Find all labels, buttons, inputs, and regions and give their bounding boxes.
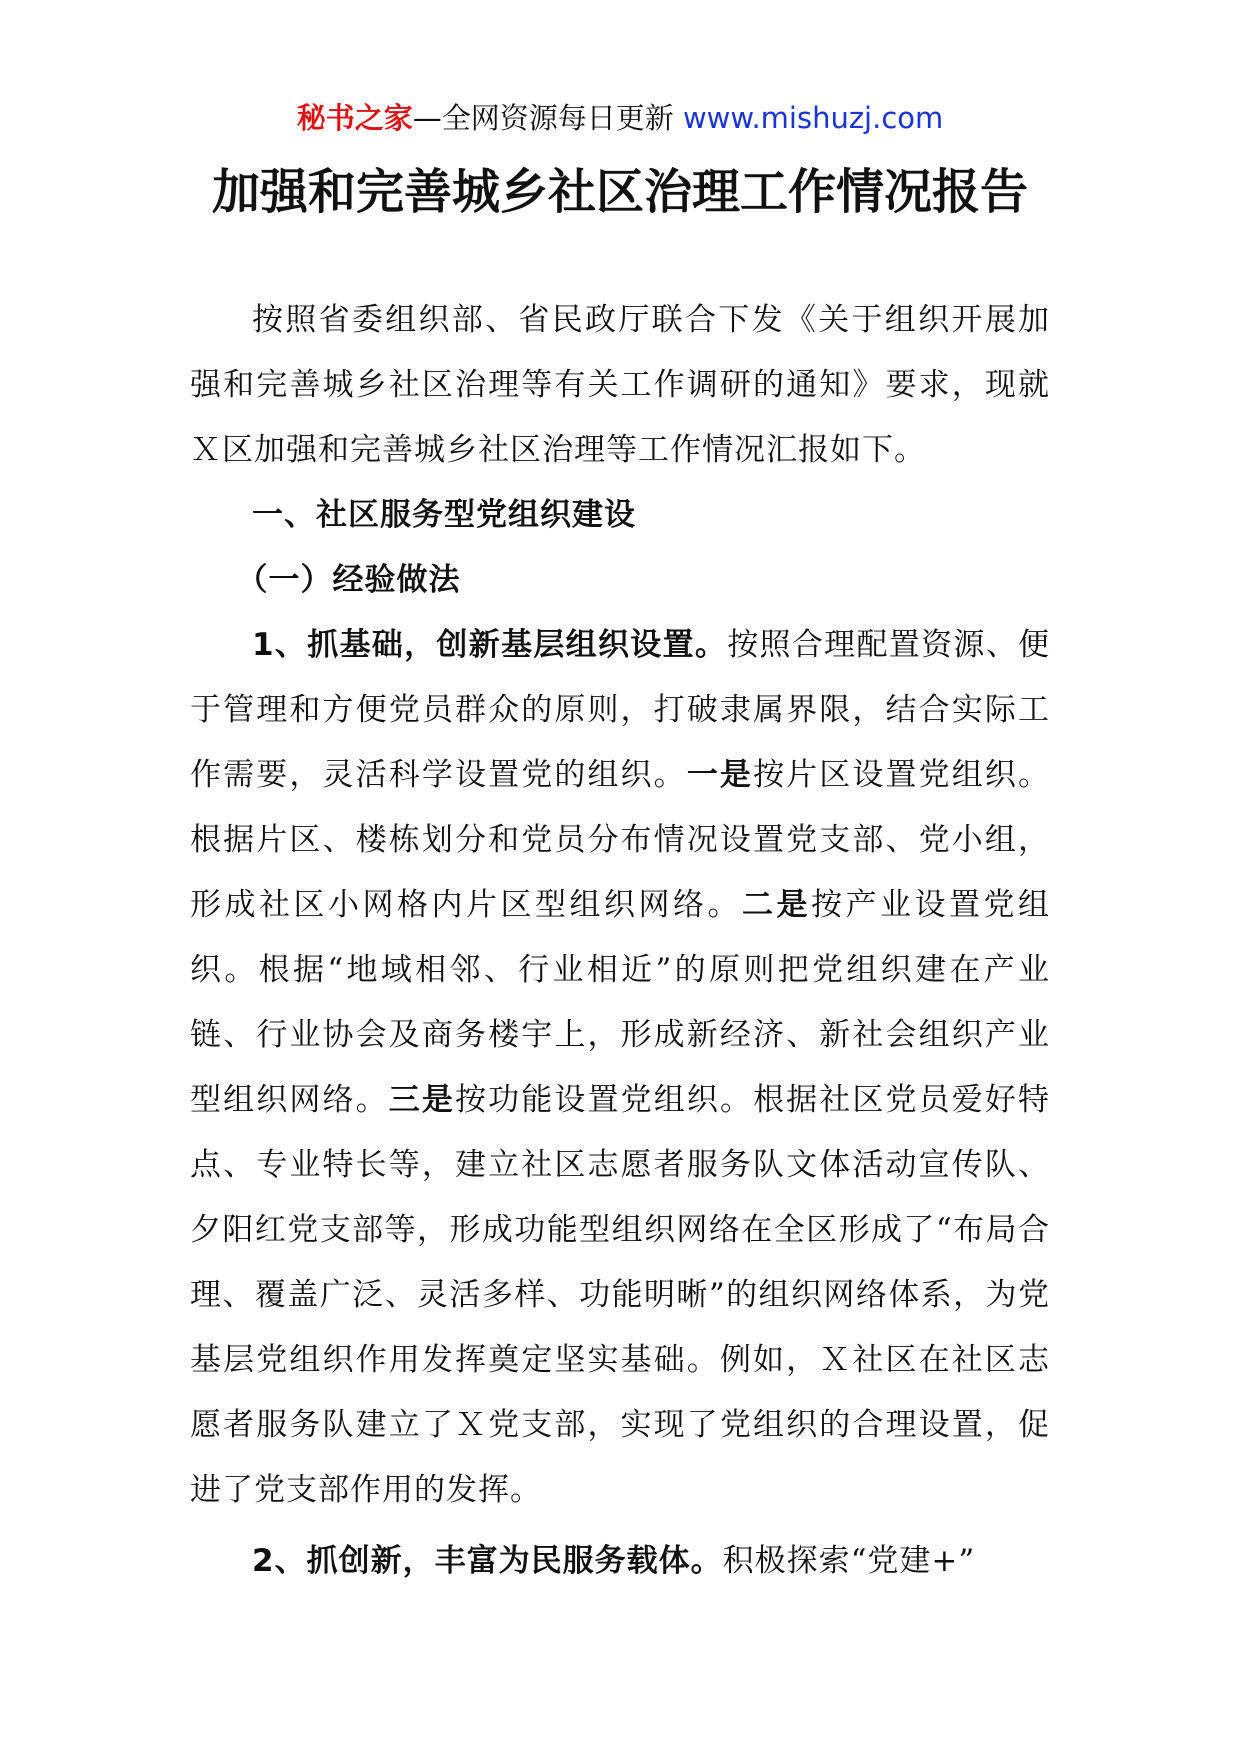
item-1-text-a: 按照合理配置资源、便于管理和方便党员群众的原则，打破隶属界限，结合实际工作需要，灵活科学设置党的组织。 xyxy=(190,627,1051,793)
section-heading: 一、社区服务型党组织建设 xyxy=(252,497,636,533)
watermark-brand: 秘书之家 xyxy=(296,101,413,135)
site-watermark xyxy=(0,98,1240,138)
item-1-marker-2: 二是 xyxy=(742,887,811,923)
item-2-paragraph xyxy=(190,1529,1050,1594)
item-1-marker-1: 一是 xyxy=(686,757,754,793)
item-2-lead: 2、抓创新，丰富为民服务载体。 xyxy=(252,1543,723,1579)
subsection-heading: （一）经验做法 xyxy=(236,562,461,598)
watermark-tagline: —全网资源每日更新 xyxy=(412,101,683,135)
item-1-marker-3: 三是 xyxy=(388,1082,455,1118)
watermark-url[interactable]: www.mishuzj.com xyxy=(682,101,944,135)
item-1-text-b: 按片区设置党组织。根据片区、楼栋划分和党员分布情况设置党支部、党小组，形成社区小网格内片区型组织网络。 xyxy=(190,757,1051,923)
item-1-text-c: 按产业设置党组织。根据“地域相邻、行业相近”的原则把党组织建在产业链、行业协会及商务楼宇上，形成新经济、新社会组织产业型组织网络。 xyxy=(190,887,1050,1118)
document-title: 加强和完善城乡社区治理工作情况报告 xyxy=(211,164,1028,220)
item-1-text-d: 按功能设置党组织。根据社区党员爱好特点、专业特长等，建立社区志愿者服务队文体活动宣传队、夕阳红党支部等，形成功能型组织网络在全区形成了“布局合理、覆盖广泛、灵活多样、功能明晰”的组织网络体系，为党基层党组织作用发挥奠定坚实基础。例如，Ｘ社区在社区志愿者服务队建立了Ｘ党支部，实现了党组织的合理设置，促进了党支部作用的发挥。 xyxy=(190,1082,1051,1508)
item-2-text-a: 积极探索“党建+” xyxy=(722,1543,976,1579)
item-1-lead: 1、抓基础，创新基层组织设置。 xyxy=(252,627,728,663)
document-body xyxy=(190,288,1050,1594)
intro-paragraph: 按照省委组织部、省民政厅联合下发《关于组织开展加强和完善城乡社区治理等有关工作调研的通知》要求，现就Ｘ区加强和完善城乡社区治理等工作情况汇报如下。 xyxy=(190,302,1050,468)
item-1-paragraph xyxy=(190,613,1050,1523)
